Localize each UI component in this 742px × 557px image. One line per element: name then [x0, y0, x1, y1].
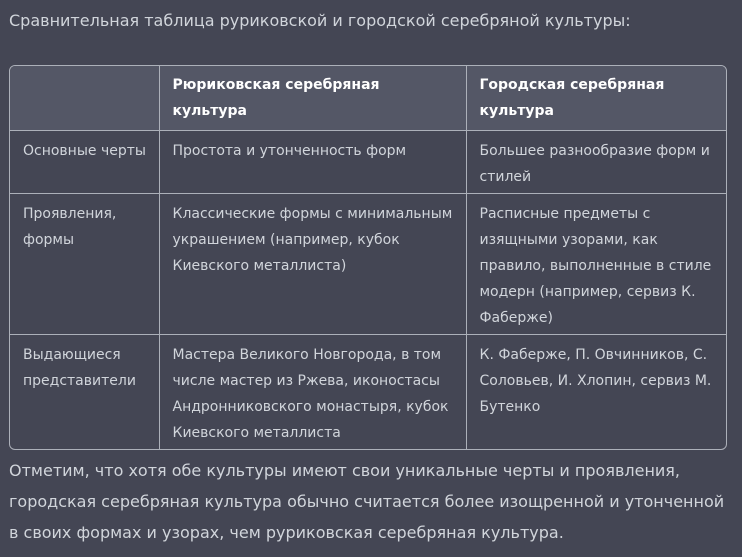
- row-label: Проявления, формы: [10, 194, 159, 335]
- header-cell-empty: [10, 66, 159, 131]
- header-cell-rurik: Рюриковская серебряная культура: [159, 66, 466, 131]
- table-cell: Расписные предметы с изящными узорами, как правило, выполненные в стиле модерн (например, сервиз К. Фаберже): [466, 194, 726, 335]
- table-cell: Большее разнообразие форм и стилей: [466, 131, 726, 194]
- table-cell: Мастера Великого Новгорода, в том числе мастер из Ржева, иконостасы Андронниковского монастыря, кубок Киевского металлиста: [159, 335, 466, 450]
- row-label: Выдающиеся представители: [23, 347, 136, 389]
- table-header-row: [10, 66, 726, 131]
- table-cell: К. Фаберже, П. Овчинников, С. Соловьев, И. Хлопин, сервиз М. Бутенко: [466, 335, 726, 450]
- conclusion-text: Отметим, что хотя обе культуры имеют свои уникальные черты и проявления, городская серебряная культура обычно считается более изощренной и утонченной в своих формах и узорах, чем рурикoвская серебряная культура.: [9, 461, 725, 542]
- intro-text: Сравнительная таблица рурикoвской и городской серебряной культуры:: [9, 11, 631, 30]
- comparison-table: [9, 65, 727, 450]
- table-row: [10, 335, 726, 450]
- row-label: Основные черты: [10, 131, 159, 194]
- table-row: [10, 194, 726, 335]
- table-cell: Простота и утонченность форм: [159, 131, 466, 194]
- header-cell-city: Городская серебряная культура: [466, 66, 726, 131]
- table-row: [10, 131, 726, 194]
- table-cell: Классические формы с минимальным украшением (например, кубок Киевского металлиста): [159, 194, 466, 335]
